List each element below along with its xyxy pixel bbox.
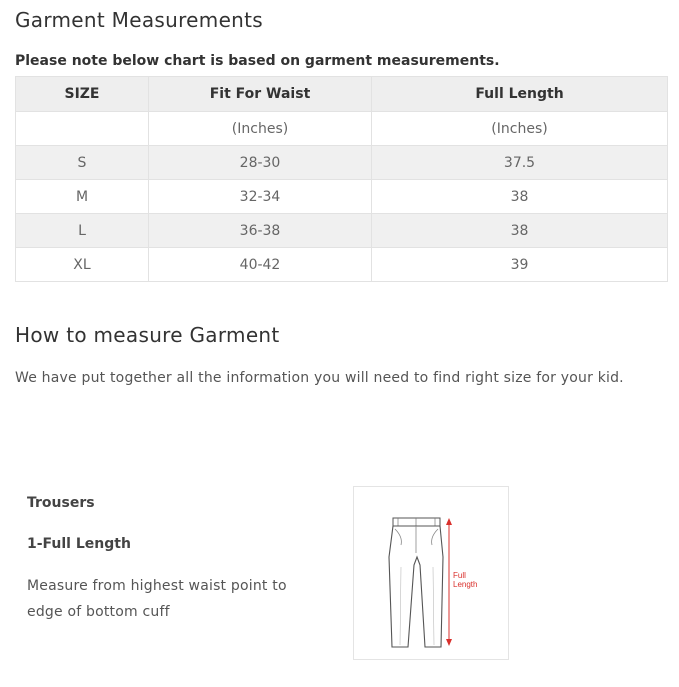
chart-note: Please note below chart is based on garment measurements. xyxy=(15,53,500,69)
cell-size: M xyxy=(16,180,149,214)
unit-length: (Inches) xyxy=(372,112,668,146)
header-size: SIZE xyxy=(16,77,149,112)
cell-waist: 28-30 xyxy=(149,146,372,180)
unit-waist: (Inches) xyxy=(149,112,372,146)
measurement-description: Measure from highest waist point to edge of bottom cuff xyxy=(27,578,287,620)
header-waist: Fit For Waist xyxy=(149,77,372,112)
cell-size: S xyxy=(16,146,149,180)
unit-size xyxy=(16,112,149,146)
garment-measurements-title: Garment Measurements xyxy=(15,8,264,32)
cell-length: 38 xyxy=(372,180,668,214)
table-header-row xyxy=(16,77,668,112)
table-row xyxy=(16,248,668,282)
trousers-diagram xyxy=(353,486,509,660)
measure-arrow-icon xyxy=(446,518,452,646)
table-row xyxy=(16,146,668,180)
cell-waist: 36-38 xyxy=(149,214,372,248)
how-to-measure-intro: We have put together all the information you will need to find right size for your kid. xyxy=(15,370,624,386)
diagram-label-length: Length xyxy=(453,580,478,589)
header-length: Full Length xyxy=(372,77,668,112)
cell-waist: 32-34 xyxy=(149,180,372,214)
table-row xyxy=(16,180,668,214)
garment-type-label: Trousers xyxy=(27,495,95,511)
cell-size: XL xyxy=(16,248,149,282)
how-to-measure-title: How to measure Garment xyxy=(15,323,280,347)
cell-length: 38 xyxy=(372,214,668,248)
table-row xyxy=(16,214,668,248)
cell-size: L xyxy=(16,214,149,248)
cell-length: 37.5 xyxy=(372,146,668,180)
measurement-title: 1-Full Length xyxy=(27,536,131,552)
table-units-row xyxy=(16,112,668,146)
trousers-diagram-icon xyxy=(354,487,508,659)
diagram-label-full: Full xyxy=(453,571,466,580)
size-chart-table xyxy=(15,76,668,282)
cell-length: 39 xyxy=(372,248,668,282)
cell-waist: 40-42 xyxy=(149,248,372,282)
